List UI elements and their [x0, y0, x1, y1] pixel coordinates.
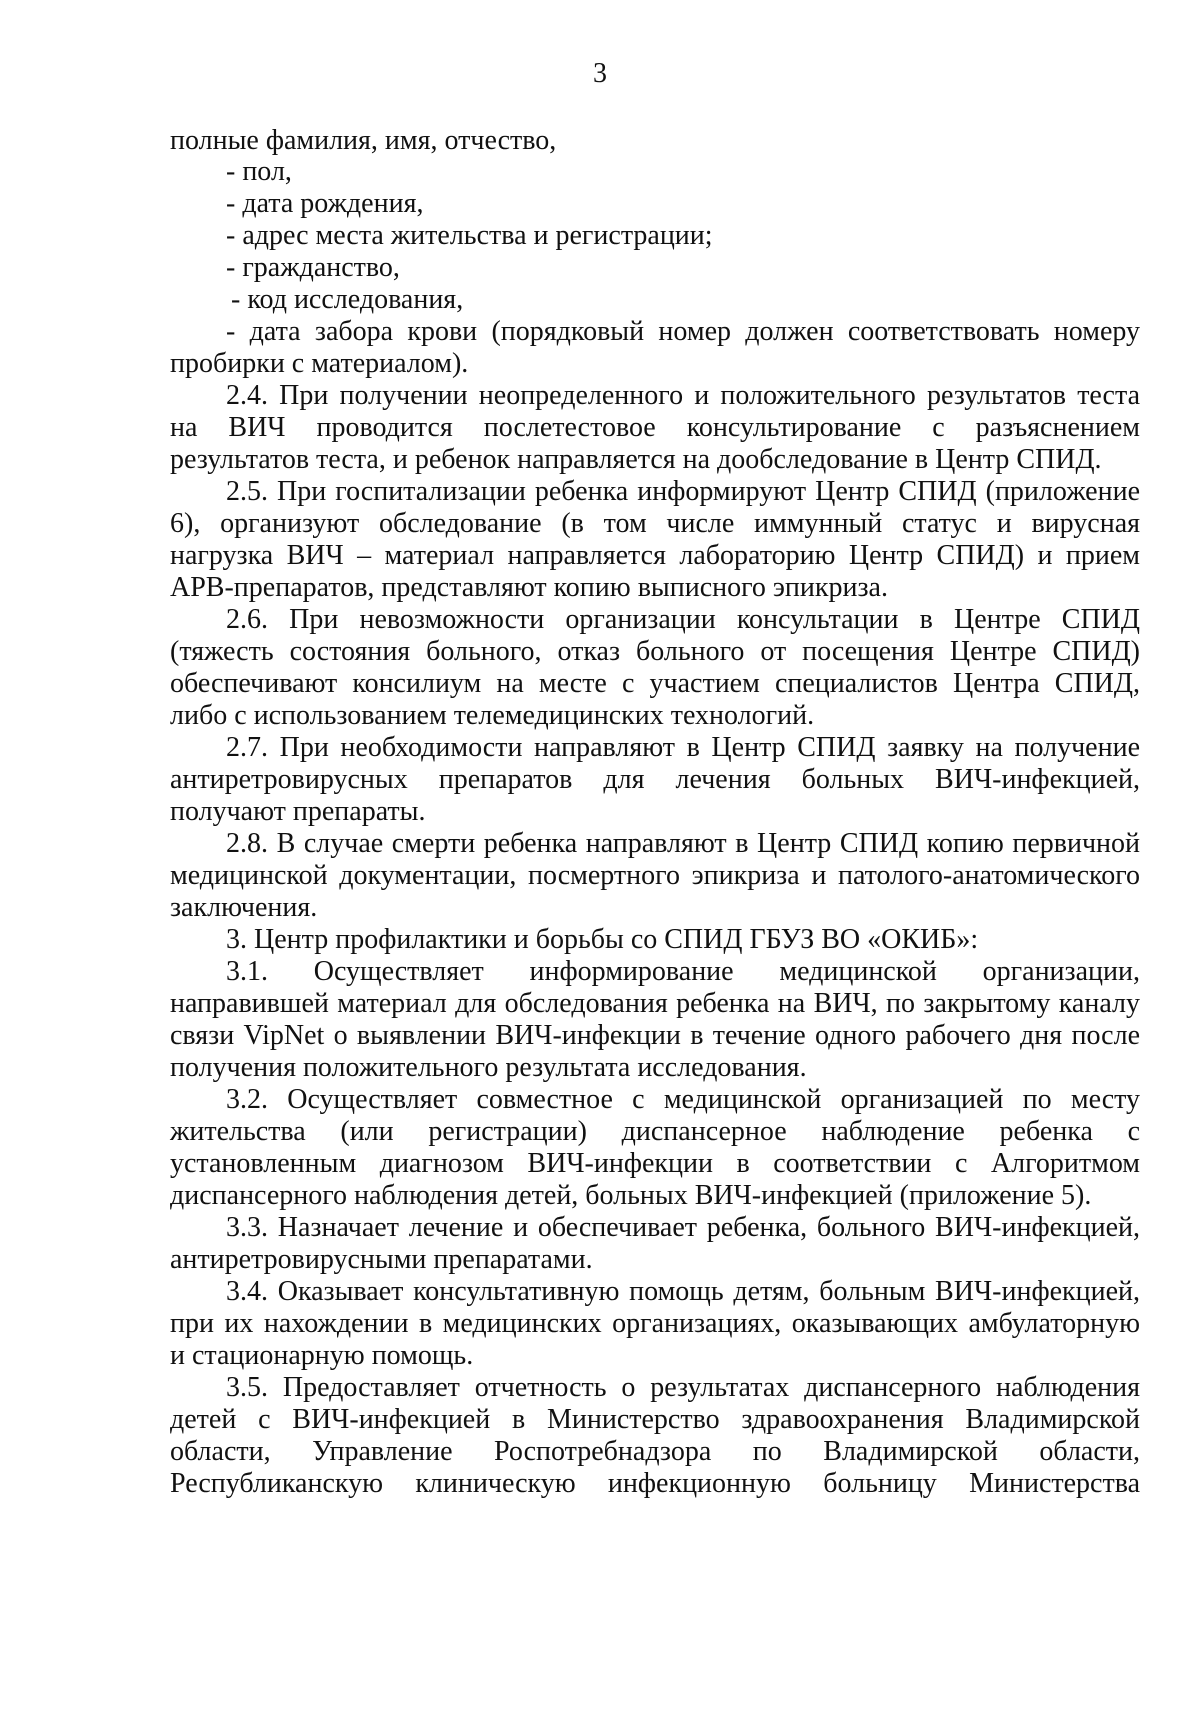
text-line: пробирки с материалом). — [170, 348, 469, 379]
text-line: установленным диагнозом ВИЧ-инфекции в соответствии с Алгоритмом — [170, 1148, 1140, 1179]
list-item: - дата забора крови (порядковый номер должен соответствовать номеру — [226, 316, 1140, 347]
text-line: АРВ-препаратов, представляют копию выписного эпикриза. — [170, 572, 888, 603]
paragraph-first-line: 3.4. Оказывает консультативную помощь детям, больным ВИЧ-инфекцией, — [226, 1276, 1140, 1307]
text-line: направившей материал для обследования ребенка на ВИЧ, по закрытому каналу — [170, 988, 1140, 1019]
text-line: на ВИЧ проводится послетестовое консультирование с разъяснением — [170, 412, 1140, 443]
text-line: и стационарную помощь. — [170, 1340, 474, 1371]
text-line: заключения. — [170, 892, 318, 923]
paragraph-first-line: 3.2. Осуществляет совместное с медицинской организацией по месту — [226, 1084, 1140, 1115]
text-line: полные фамилия, имя, отчество, — [170, 125, 557, 156]
paragraph-first-line: 3.3. Назначает лечение и обеспечивает ребенка, больного ВИЧ-инфекцией, — [226, 1212, 1140, 1243]
text-line: при их нахождении в медицинских организациях, оказывающих амбулаторную — [170, 1308, 1140, 1339]
text-line: получают препараты. — [170, 796, 426, 827]
paragraph-first-line: 2.6. При невозможности организации консультации в Центре СПИД — [226, 604, 1140, 635]
text-line: медицинской документации, посмертного эпикриза и патолого-анатомического — [170, 860, 1140, 891]
list-item: - адрес места жительства и регистрации; — [226, 220, 713, 251]
paragraph-first-line: 2.7. При необходимости направляют в Центр СПИД заявку на получение — [226, 732, 1140, 763]
text-line: детей с ВИЧ-инфекцией в Министерство здравоохранения Владимирской — [170, 1404, 1140, 1435]
text-line: результатов теста, и ребенок направляется на дообследование в Центр СПИД. — [170, 444, 1102, 475]
list-item: - код исследования, — [231, 284, 464, 315]
text-line: Республиканскую клиническую инфекционную больницу Министерства — [170, 1468, 1140, 1499]
paragraph-first-line: 2.5. При госпитализации ребенка информируют Центр СПИД (приложение — [226, 476, 1140, 507]
section-heading: 3. Центр профилактики и борьбы со СПИД ГБУЗ ВО «ОКИБ»: — [226, 924, 979, 955]
text-line: (тяжесть состояния больного, отказ больного от посещения Центре СПИД) — [170, 636, 1140, 667]
text-line: нагрузка ВИЧ – материал направляется лабораторию Центр СПИД) и прием — [170, 540, 1140, 571]
text-line: связи VipNet о выявлении ВИЧ-инфекции в течение одного рабочего дня после — [170, 1020, 1140, 1051]
text-line: диспансерного наблюдения детей, больных ВИЧ-инфекцией (приложение 5). — [170, 1180, 1092, 1211]
text-line: антиретровирусными препаратами. — [170, 1244, 593, 1275]
list-item: - гражданство, — [226, 252, 400, 283]
list-item: - дата рождения, — [226, 188, 424, 219]
list-item: - пол, — [226, 156, 292, 187]
text-line: жительства (или регистрации) диспансерное наблюдение ребенка с — [170, 1116, 1140, 1147]
text-line: 6), организуют обследование (в том числе иммунный статус и вирусная — [170, 508, 1140, 539]
paragraph-first-line: 3.1. Осуществляет информирование медицинской организации, — [226, 956, 1140, 987]
text-line: получения положительного результата исследования. — [170, 1052, 807, 1083]
paragraph-first-line: 2.8. В случае смерти ребенка направляют в Центр СПИД копию первичной — [226, 828, 1140, 859]
text-line: области, Управление Роспотребнадзора по Владимирской области, — [170, 1436, 1140, 1467]
page-number: 3 — [593, 58, 607, 89]
text-line: либо с использованием телемедицинских технологий. — [170, 700, 815, 731]
paragraph-first-line: 3.5. Предоставляет отчетность о результатах диспансерного наблюдения — [226, 1372, 1140, 1403]
paragraph-first-line: 2.4. При получении неопределенного и положительного результатов теста — [226, 380, 1140, 411]
text-line: обеспечивают консилиум на месте с участием специалистов Центра СПИД, — [170, 668, 1140, 699]
text-line: антиретровирусных препаратов для лечения больных ВИЧ-инфекцией, — [170, 764, 1140, 795]
